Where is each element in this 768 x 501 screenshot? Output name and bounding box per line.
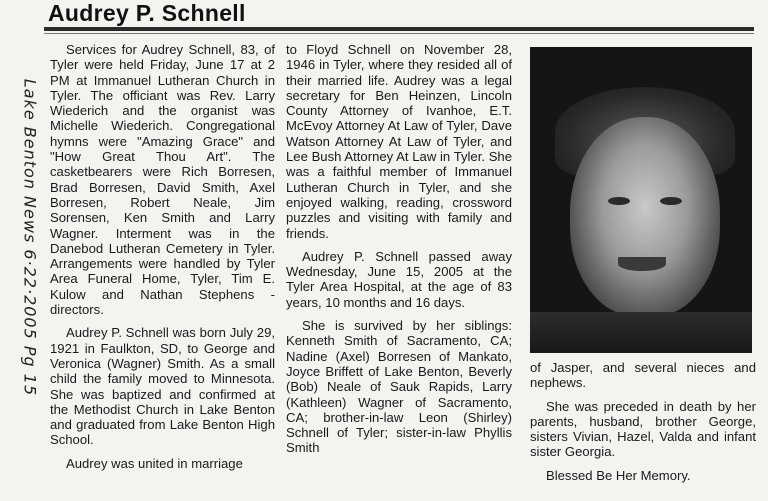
portrait-eye-right — [660, 197, 682, 205]
handwritten-note: Lake Benton News 6·22·2005 Pg 15 — [20, 78, 40, 397]
portrait-mouth — [618, 257, 666, 271]
portrait-collar — [530, 312, 752, 353]
obituary-title: Audrey P. Schnell — [48, 0, 246, 26]
paragraph-services: Services for Audrey Schnell, 83, of Tyler were held Friday, June 17 at 2 PM at Immanuel Lutheran Church in Tyler. The officiant was Rev. Larry Wiederich and the organist was Michelle Wiederich. Congregational hymns were "Amazing Grace" and "How Great Thou Art". The casketbearers were Rich Borresen, Brad Borresen, David Smith, Axel Borresen, Robert Neale, Jim Sorensen, Ken Smith and Larry Wagner. Interment was in the Danebod Lutheran Cemetery in Tyler. Arrangements were handled by Tyler Area Funeral Home, Tyler, Tim E. Kulow and Nathan Stephens - directors. — [50, 42, 275, 318]
paragraph-marriage-cont: to Floyd Schnell on November 28, 1946 in Tyler, where they resided all of their married life. Audrey was a legal secretary for Ben Heinzen, Lincoln County Attorney of Ivanhoe, E.T. McEvoy Attorney At Law of Tyler, Dave Watson Attorney At Law of Tyler, and Lee Bush Attorney At Law in Tyler. She was a faithful member of Immanuel Lutheran Church in Tyler, and she enjoyed walking, reading, crossword puzzles and visiting with family and friends. — [286, 42, 512, 241]
paragraph-birth: Audrey P. Schnell was born July 29, 1921 in Faulkton, SD, to George and Veronica (Wagner) Smith. As a small child the family moved to Minnesota. She was baptized and confirmed at the Methodist Church in Lake Benton and graduated from Lake Benton High School. — [50, 325, 275, 448]
column-1 — [50, 42, 275, 471]
title-rule-thin — [44, 33, 754, 34]
portrait-face — [570, 117, 720, 317]
title-rule — [44, 27, 754, 31]
portrait-eye-left — [608, 197, 630, 205]
paragraph-marriage-start: Audrey was united in marriage — [66, 455, 243, 471]
column-3 — [530, 360, 756, 483]
portrait-photo — [530, 47, 752, 353]
paragraph-preceded: She was preceded in death by her parents, husband, brother George, sisters Vivian, Hazel, Valda and infant sister Georgia. — [530, 398, 756, 460]
column-2 — [286, 42, 512, 456]
paragraph-death: Audrey P. Schnell passed away Wednesday, June 15, 2005 at the Tyler Area Hospital, at the age of 83 years, 10 months and 16 days. — [286, 248, 512, 310]
paragraph-survivors: She is survived by her siblings: Kenneth Smith of Sacramento, CA; Nadine (Axel) Borresen of Mankato, Joyce Briffett of Lake Benton, Beverly (Bob) Neale of Sauk Rapids, Larry (Kathleen) Wagner of Sacramento, CA; brother-in-law Leon (Shirley) Schnell of Tyler; sister-in-law Phyllis Smith — [286, 318, 512, 456]
paragraph-survivors-cont: of Jasper, and several nieces and nephews. — [530, 360, 756, 391]
closing-line: Blessed Be Her Memory. — [546, 467, 691, 483]
